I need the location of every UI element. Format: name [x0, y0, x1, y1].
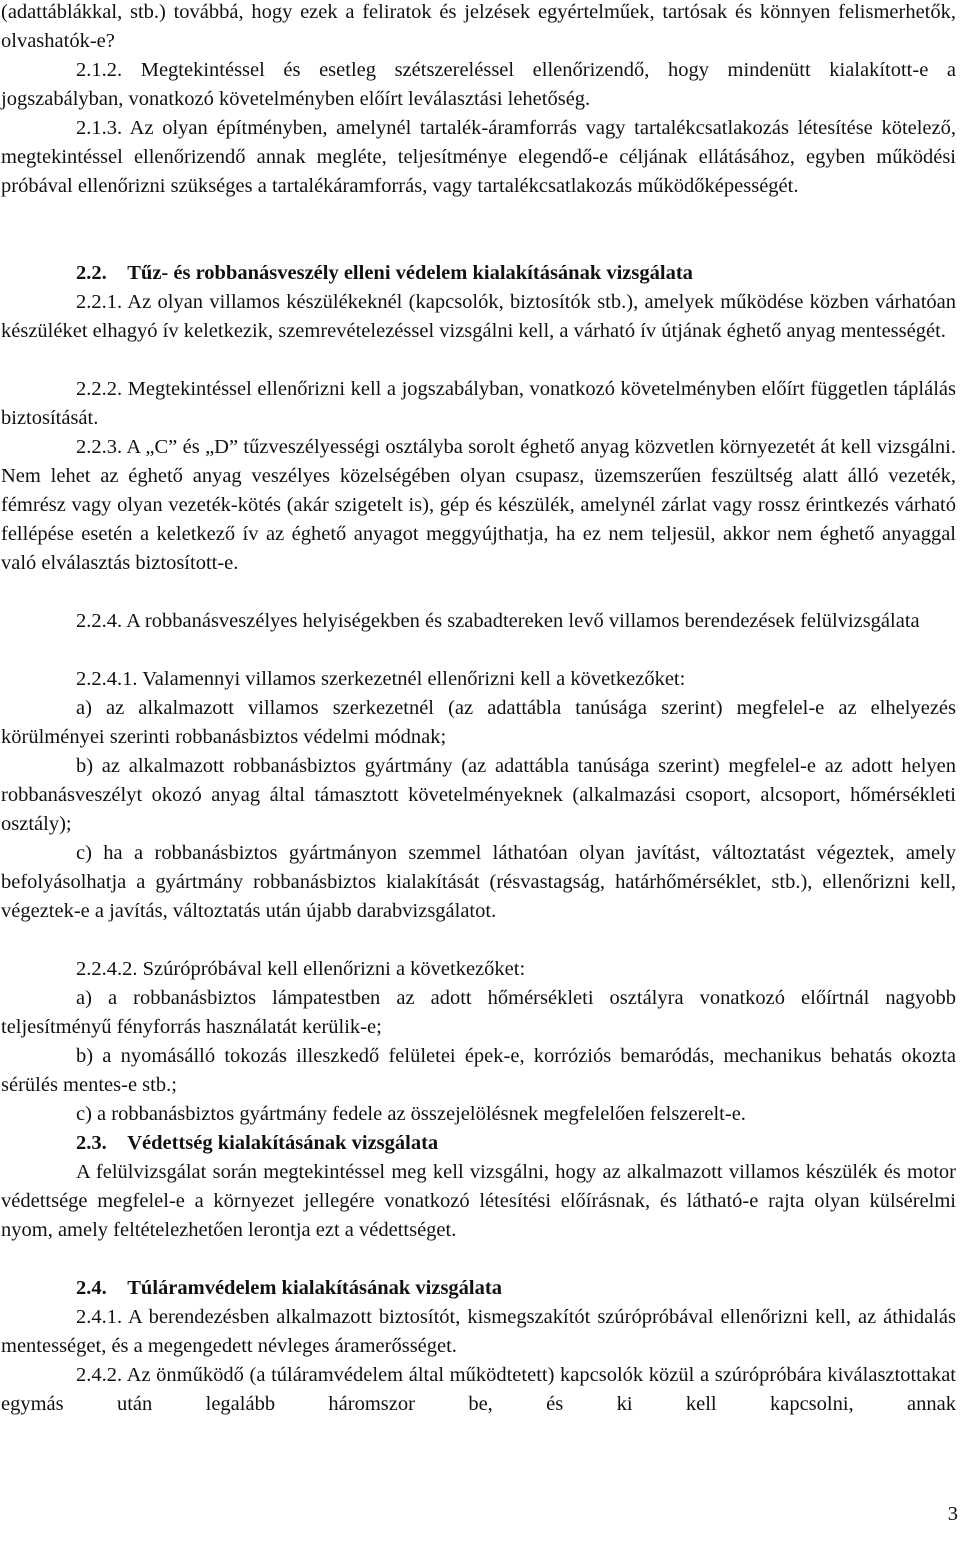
list-item-text: a) a robbanásbiztos lámpatestben az adott hőmérsékleti osztályra vonatkozó előírtnál nagyobb teljesítményű fényforrás használatát kerülik-e;: [1, 987, 956, 1038]
list-item-text: c) ha a robbanásbiztos gyártmányon szemmel láthatóan olyan javítást, változtatást végeztek, amely befolyásolhatja a gyártmány robbanásbiztos kialakítását (résvastagság, határhőmérséklet, stb.), ellenőrizni kell, végeztek-e a javítás, változtatás után újabb darabvizsgálatot.: [1, 842, 956, 922]
section-number: 2.2.4.: [76, 610, 123, 632]
heading-number: 2.4.: [76, 1277, 107, 1299]
section-text: Szúrópróbával kell ellenőrizni a következőket:: [142, 958, 526, 980]
list-item-b: [1, 752, 956, 839]
heading-2-2: [1, 259, 956, 288]
section-number: 2.2.4.1.: [76, 668, 138, 690]
section-2-2-4-1: [1, 665, 956, 694]
paragraph-intro: [1, 0, 956, 56]
heading-number: 2.3.: [76, 1132, 107, 1154]
section-text: A felülvizsgálat során megtekintéssel meg kell vizsgálni, hogy az alkalmazott villamos készülék és motor védettsége megfelel-e a környezet jellegére vonatkozó létesítési előírásnak, és látható-e rajta olyan külsérelmi nyom, amely feltételezhetően lerontja ezt a védettséget.: [1, 1161, 956, 1241]
section-2-2-4: [1, 607, 956, 636]
section-text: A robbanásveszélyes helyiségekben és szabadtereken levő villamos berendezések felülvizsgálata: [126, 610, 920, 632]
section-number: 2.1.2.: [76, 59, 123, 81]
section-2-3-body: [1, 1158, 956, 1245]
section-2-1-2: [1, 56, 956, 114]
section-number: 2.2.4.2.: [76, 958, 138, 980]
section-number: 2.4.2.: [76, 1364, 123, 1386]
heading-text: Tűz- és robbanásveszély elleni védelem kialakításának vizsgálata: [127, 262, 693, 284]
heading-2-4: [1, 1274, 956, 1303]
section-text: Valamennyi villamos szerkezetnél ellenőrizni kell a következőket:: [142, 668, 686, 690]
page-number: 3: [947, 1503, 958, 1525]
section-2-4-1: [1, 1303, 956, 1361]
section-number: 2.2.3.: [76, 436, 123, 458]
section-text: Megtekintéssel ellenőrizni kell a jogszabályban, vonatkozó követelményben előírt független táplálás biztosítását.: [1, 378, 956, 429]
heading-text: Túláramvédelem kialakításának vizsgálata: [127, 1277, 502, 1299]
heading-number: 2.2.: [76, 262, 107, 284]
list-item-text: b) a nyomásálló tokozás illeszkedő felületei épek-e, korróziós bemaródás, mechanikus behatás okozta sérülés mentes-e stb.;: [1, 1045, 956, 1096]
heading-2-3: [1, 1129, 956, 1158]
section-number: 2.4.1.: [76, 1306, 123, 1328]
section-text: A „C” és „D” tűzveszélyességi osztályba sorolt éghető anyag közvetlen környezetét át kell vizsgálni. Nem lehet az éghető anyag veszélyes közelségében olyan csupasz, üzemszerűen feszültség alatt álló vezeték, fémrész vagy olyan vezeték-kötés (akár szigetelt is), gép és készülék, amelynél zárlat vagy rossz érintkezés várható fellépése esetén a keletkező ív az éghető anyagot meggyújthatja, ha ez nem teljesül, akkor nem éghető anyaggal való elválasztás biztosított-e.: [1, 436, 956, 574]
section-text: A berendezésben alkalmazott biztosítót, kismegszakítót szúrópróbával ellenőrizni kell, az áthidalás mentességet, és a megengedett névleges áramerősséget.: [1, 1306, 957, 1357]
section-2-2-3: [1, 433, 956, 578]
section-2-2-4-2: [1, 955, 956, 984]
section-number: 2.2.2.: [76, 378, 123, 400]
section-number: 2.2.1.: [76, 291, 123, 313]
list-item-c: [1, 1100, 956, 1129]
list-item-text: a) az alkalmazott villamos szerkezetnél (az adattábla tanúsága szerint) megfelel-e az elhelyezés körülményei szerinti robbanásbiztos védelmi módnak;: [1, 697, 956, 748]
section-text: Az olyan építményben, amelynél tartalék-áramforrás vagy tartalékcsatlakozás létesítése kötelező, megtekintéssel ellenőrizendő annak megléte, teljesítménye elegendő-e céljának ellátásához, egyben működési próbával ellenőrizni szükséges a tartalékáramforrás, vagy tartalékcsatlakozás működőképességét.: [1, 117, 957, 197]
section-2-4-2: [1, 1361, 956, 1419]
intro-text: (adattáblákkal, stb.) továbbá, hogy ezek a feliratok és jelzések egyértelműek, tartósak és könnyen felismerhetők, olvashatók-e?: [1, 1, 956, 52]
section-text: Megtekintéssel és esetleg szétszereléssel ellenőrizendő, hogy mindenütt kialakított-e a jogszabályban, vonatkozó követelményben előírt leválasztási lehetőség.: [1, 59, 956, 110]
list-item-c: [1, 839, 956, 926]
list-item-text: c) a robbanásbiztos gyártmány fedele az összejelölésnek megfelelően felszerelt-e.: [76, 1103, 746, 1125]
list-item-b: [1, 1042, 956, 1100]
section-text: Az önműködő (a túláramvédelem által működtetett) kapcsolók közül a szúrópróbára kiválasztottakat egymás után legalább háromszor be, és ki kell kapcsolni, annak: [1, 1364, 956, 1415]
section-2-2-1: [1, 288, 956, 346]
list-item-a: [1, 694, 956, 752]
section-2-1-3: [1, 114, 956, 201]
section-text: Az olyan villamos készülékeknél (kapcsolók, biztosítók stb.), amelyek működése közben várhatóan készüléket elhagyó ív keletkezik, szemrevételezéssel vizsgálni kell, a várható ív útjának éghető anyag mentességét.: [1, 291, 956, 342]
section-2-2-2: [1, 375, 956, 433]
list-item-text: b) az alkalmazott robbanásbiztos gyártmány (az adattábla tanúsága szerint) megfelel-e az adott helyen robbanásveszélyt okozó anyag által támasztott követelményeknek (alkalmazási csoport, alcsoport, hőmérsékleti osztály);: [1, 755, 956, 835]
heading-text: Védettség kialakításának vizsgálata: [127, 1132, 439, 1154]
list-item-a: [1, 984, 956, 1042]
section-number: 2.1.3.: [76, 117, 123, 139]
